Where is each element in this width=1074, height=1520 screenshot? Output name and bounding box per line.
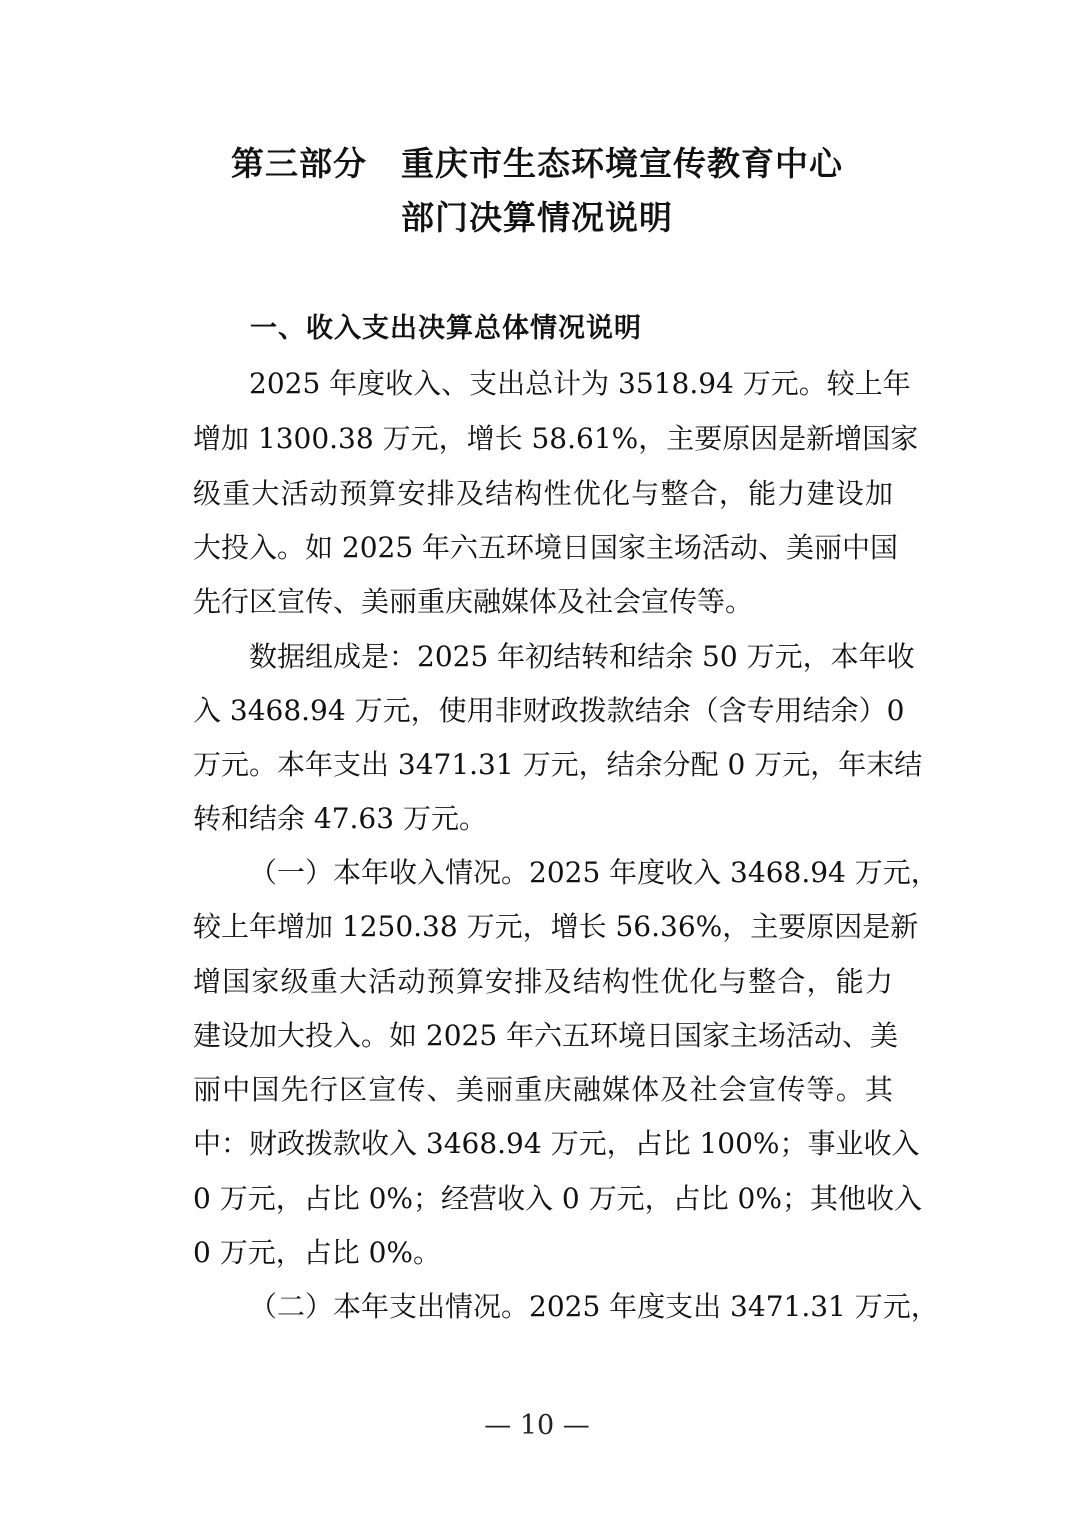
paragraph-3-line-2: 较上年增加 1250.38 万元，增长 56.36%，主要原因是新 xyxy=(193,910,919,943)
paragraph-3-line-5: 丽中国先行区宣传、美丽重庆融媒体及社会宣传等。其 xyxy=(193,1073,893,1106)
paragraph-1-line-5: 先行区宣传、美丽重庆融媒体及社会宣传等。 xyxy=(193,585,754,618)
paragraph-1-line-4: 大投入。如 2025 年六五环境日国家主场活动、美丽中国 xyxy=(193,531,899,564)
paragraph-2-line-3: 万元。本年支出 3471.31 万元，结余分配 0 万元，年末结 xyxy=(193,748,923,781)
page-title-line-2: 部门决算情况说明 xyxy=(401,198,673,237)
paragraph-2-line-4: 转和结余 47.63 万元。 xyxy=(193,802,487,835)
paragraph-3-line-3: 增国家级重大活动预算安排及结构性优化与整合，能力 xyxy=(193,965,893,998)
paragraph-3-line-8: 0 万元，占比 0%。 xyxy=(193,1236,442,1269)
page-number: — 10 — xyxy=(484,1410,590,1441)
organization-name: 重庆市生态环境宣传教育中心 xyxy=(401,144,843,183)
paragraph-1-line-3: 级重大活动预算安排及结构性优化与整合，能力建设加 xyxy=(193,477,893,510)
paragraph-2-line-1: 数据组成是：2025 年初结转和结余 50 万元，本年收 xyxy=(249,640,915,673)
paragraph-3-line-6: 中：财政拨款收入 3468.94 万元，占比 100%；事业收入 xyxy=(193,1127,920,1160)
paragraph-4-line-1: （二）本年支出情况。2025 年度支出 3471.31 万元， xyxy=(249,1290,939,1323)
paragraph-3-line-1: （一）本年收入情况。2025 年度收入 3468.94 万元， xyxy=(249,856,939,889)
page-title-line-1 xyxy=(0,144,1074,184)
paragraph-2-line-2: 入 3468.94 万元，使用非财政拨款结余（含专用结余）0 xyxy=(193,694,905,727)
section-heading: 一、收入支出决算总体情况说明 xyxy=(250,313,642,344)
paragraph-3-line-4: 建设加大投入。如 2025 年六五环境日国家主场活动、美 xyxy=(193,1019,899,1052)
paragraph-3-line-7: 0 万元，占比 0%；经营收入 0 万元，占比 0%；其他收入 xyxy=(193,1182,922,1215)
paragraph-1-line-2: 增加 1300.38 万元，增长 58.61%，主要原因是新增国家 xyxy=(193,422,919,455)
paragraph-1-line-1: 2025 年度收入、支出总计为 3518.94 万元。较上年 xyxy=(249,367,911,400)
part-label: 第三部分 xyxy=(231,144,367,183)
